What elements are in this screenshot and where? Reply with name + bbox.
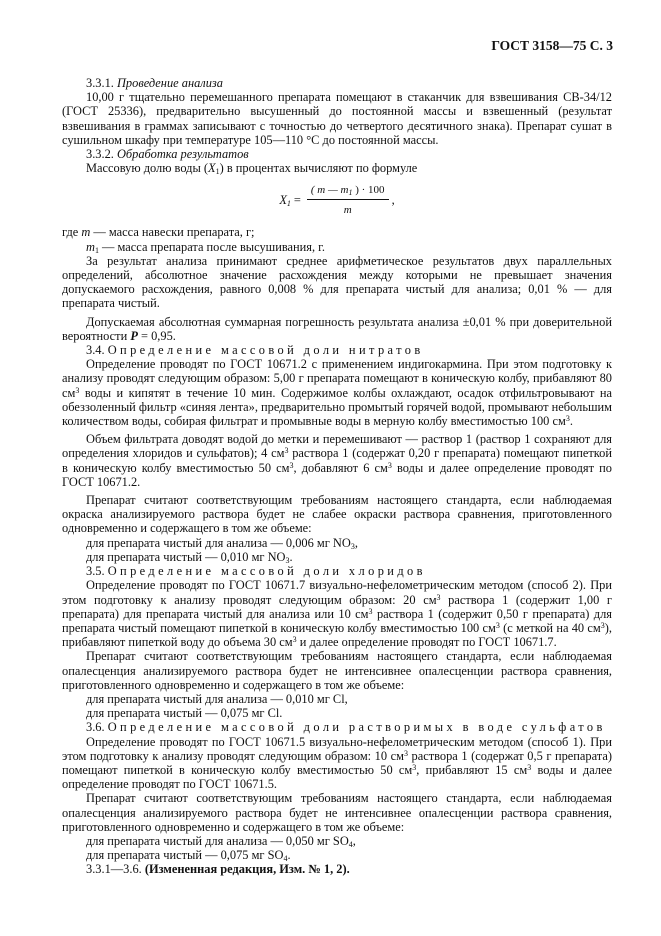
formula-numerator: [307, 183, 389, 200]
text-run: для препарата чистый — 0,010 мг NO: [86, 549, 286, 564]
text-run: Препарат считают соответствующим требованиям настоящего стандарта, если наблюдаемая окраска анализируемого раствора будет не слабее окраски раствора сравнения, приготовленного одновременно и содержащего в том же объеме:: [62, 493, 612, 536]
text-run: Проведение анализа: [116, 76, 223, 90]
subscript: 1: [94, 245, 99, 255]
text-run: 3.3.2.: [86, 147, 117, 162]
superscript: 3: [403, 748, 408, 758]
superscript: 3: [600, 620, 605, 630]
text-run: , прибавляют 15 см: [416, 762, 528, 777]
text-run: воды и далее определение проводят по ГОСТ 10671.2.: [62, 460, 612, 489]
text-run: Препарат считают соответствующим требованиям настоящего стандарта, если наблюдаемая опалесценция анализируемого раствора будет не интенсивнее опалесценции раствора сравнения, приготовленного одновременно и содержащего в том же объеме:: [62, 791, 612, 834]
paragraph: [62, 564, 612, 578]
text-run: — масса навески препарата, г;: [90, 225, 255, 240]
subscript: 1: [215, 167, 220, 177]
text-run: 3.4.: [86, 343, 108, 358]
paragraph: [62, 536, 612, 550]
superscript: 3: [75, 385, 80, 395]
text-run: 3.3.1.: [86, 76, 117, 90]
paragraph: [62, 357, 612, 428]
paragraph: [62, 692, 612, 706]
text-run: 3.5.: [86, 564, 108, 579]
paragraph: [62, 76, 612, 90]
paragraph: [62, 254, 612, 311]
subscript: 4: [348, 839, 353, 849]
text-run: За результат анализа принимают среднее арифметическое результатов двух параллельных определений, абсолютное значение расхождения между которыми не превышает значения допускаемого расхождения, равного 0,008 % для препарата чистый для анализа; 0,01 % — для препарата чистый.: [62, 253, 612, 311]
section-heading: Определение массовой доли нитратов: [107, 343, 424, 358]
paragraph: [62, 735, 612, 792]
text-run: 3.6.: [86, 720, 108, 735]
superscript: 3: [527, 762, 532, 772]
text-run: ) в процентах вычисляют по формуле: [219, 161, 418, 176]
formula-num-text: ( m — m: [310, 184, 349, 197]
formula-comma: ,: [391, 193, 395, 208]
paragraph: [62, 848, 612, 862]
formula: [62, 177, 612, 223]
text-run: раствора 1 (содержит 0,50 г препарата) для препарата чистый помещают пипеткой в коническую колбу вместимостью 100 см: [62, 606, 612, 635]
text-run: воды и далее определение проводят по ГОСТ 10671.5.: [62, 762, 612, 792]
paragraph: [62, 432, 612, 489]
subscript: 3: [350, 541, 355, 551]
text-run: раствора 1 (содержат 0,20 г препарата) помещают пипеткой в коническую колбу вместимостью 50 см: [62, 446, 612, 475]
formula-var: X: [279, 193, 287, 208]
paragraph: [62, 90, 612, 147]
paragraph: [62, 161, 612, 175]
text-run: m: [86, 239, 95, 254]
paragraph: [62, 649, 612, 692]
subscript: 3: [285, 555, 290, 565]
text-run: ), прибавляют пипеткой воду до объема 30 см: [62, 620, 612, 650]
text-run: для препарата чистый для анализа — 0,006 мг NO: [86, 535, 351, 550]
paragraph: [62, 493, 612, 536]
superscript: 3: [284, 446, 289, 456]
section-heading: Определение массовой доли хлоридов: [107, 564, 426, 579]
text-run: (с меткой на 40 см: [499, 620, 601, 635]
formula-num-tail: ) · 100: [352, 184, 385, 197]
text-run: Определение проводят по ГОСТ 10671.2 с применением индигокармина. При этом подготовку к анализу проводят следующим образом: 5,00 г препарата помещают в коническую колбу, прибавляют 80 см: [62, 357, 612, 400]
formula-fraction: [307, 183, 389, 217]
text-run: Определение проводят по ГОСТ 10671.7 визуально-нефелометрическим методом (способ 2). При этом подготовку к анализу проводят следующим образом: 20 см: [62, 578, 612, 607]
text-run: для препарата чистый для анализа — 0,050 мг SO: [86, 833, 349, 848]
text-run: Допускаемая абсолютная суммарная погрешность результата анализа ±0,01 % при доверительной вероятности: [62, 314, 612, 343]
text-run: Массовую долю воды (: [86, 161, 209, 176]
formula-denominator: m: [343, 204, 352, 217]
text-run: раствора 1 (содержит 1,00 г препарата) для препарата чистый для анализа или 10 см: [62, 592, 612, 621]
superscript: 3: [436, 592, 441, 602]
superscript: 3: [289, 460, 294, 470]
paragraph: [62, 343, 612, 357]
text-run: воды и кипятят в течение 10 мин. Содержимое колбы охлаждают, осадок отфильтровывают на обеззоленный фильтр «синяя лента», предварительно промытый горячей водой, промывают небольшим количеством воды, собирая фильтрат и промывные воды в мерную колбу вместимостью 100 см: [62, 385, 612, 429]
text-run: m: [81, 225, 91, 240]
paragraph: [62, 550, 612, 564]
text-run: 3.3.1—3.6.: [86, 862, 145, 877]
text-run: X: [208, 161, 216, 176]
text-run: ,: [352, 833, 356, 848]
formula-lhs: [279, 193, 291, 207]
text-run: .: [289, 549, 293, 564]
paragraph: [62, 240, 612, 254]
formula-equals: =: [293, 193, 301, 208]
superscript: 3: [292, 635, 297, 645]
page-header: ГОСТ 3158—75 С. 3: [491, 38, 613, 53]
paragraph: [62, 315, 612, 343]
text-run: раствора 1 (содержат 0,5 г препарата) помещают пипеткой в коническую колбу вместимостью 50 см: [62, 748, 612, 777]
formula-num-sub: 1: [348, 188, 353, 198]
text-run: Объем фильтрата доводят водой до метки и перемешивают — раствор 1 (раствор 1 сохраняют для определения хлоридов и сульфатов); 4 см: [62, 432, 612, 461]
text-run: (Измененная редакция, Изм. № 1, 2).: [144, 862, 350, 877]
formula-sub: 1: [286, 199, 291, 209]
text-run: Обработка результатов: [116, 147, 249, 162]
paragraph: [62, 147, 612, 161]
superscript: 3: [495, 620, 500, 630]
text-run: .: [569, 414, 573, 429]
document-body: [62, 76, 612, 877]
paragraph: [62, 225, 612, 239]
text-run: .: [287, 848, 291, 863]
paragraph: [62, 834, 612, 848]
text-run: = 0,95.: [137, 328, 176, 343]
text-run: — масса препарата после высушивания, г.: [98, 239, 325, 254]
text-run: для препарата чистый — 0,075 мг SO: [86, 848, 284, 863]
subscript: 4: [283, 854, 288, 864]
paragraph: [62, 862, 612, 876]
paragraph: [62, 706, 612, 720]
section-heading: Определение массовой доли растворимых в воде сульфатов: [107, 720, 606, 735]
superscript: 3: [412, 762, 417, 772]
text-run: 10,00 г тщательно перемешанного препарата помещают в стаканчик для взвешивания СВ-34/12 (ГОСТ 25336), предварительно высушенный до постоянной массы и взвешенный (результат взвешивания в граммах записывают с точностью до четвертого десятичного знака). Препарат сушат в сушильном шкафу при температуре 105—110 °С до постоянной массы.: [62, 90, 612, 147]
text-run: для препарата чистый для анализа — 0,010 мг Cl,: [86, 691, 348, 706]
text-run: Определение проводят по ГОСТ 10671.5 визуально-нефелометрическим методом (способ 1). При этом подготовку к анализу проводят следующим образом: 10 см: [62, 734, 612, 763]
text-run: для препарата чистый — 0,075 мг Cl.: [86, 706, 283, 721]
text-run: и далее определение проводят по ГОСТ 10671.7.: [296, 635, 557, 650]
paragraph: [62, 720, 612, 734]
superscript: 3: [368, 606, 373, 616]
text-run: где: [62, 225, 82, 240]
text-run: , добавляют 6 см: [293, 460, 388, 475]
paragraph: [62, 578, 612, 649]
superscript: 3: [565, 414, 570, 424]
text-run: ,: [354, 535, 358, 550]
superscript: 3: [387, 460, 392, 470]
text-run: P: [130, 328, 138, 343]
text-run: Препарат считают соответствующим требованиям настоящего стандарта, если наблюдаемая опалесценция анализируемого раствора будет не интенсивнее опалесценции раствора сравнения, приготовленного одновременно и содержащего в том же объеме:: [62, 649, 612, 692]
paragraph: [62, 791, 612, 834]
